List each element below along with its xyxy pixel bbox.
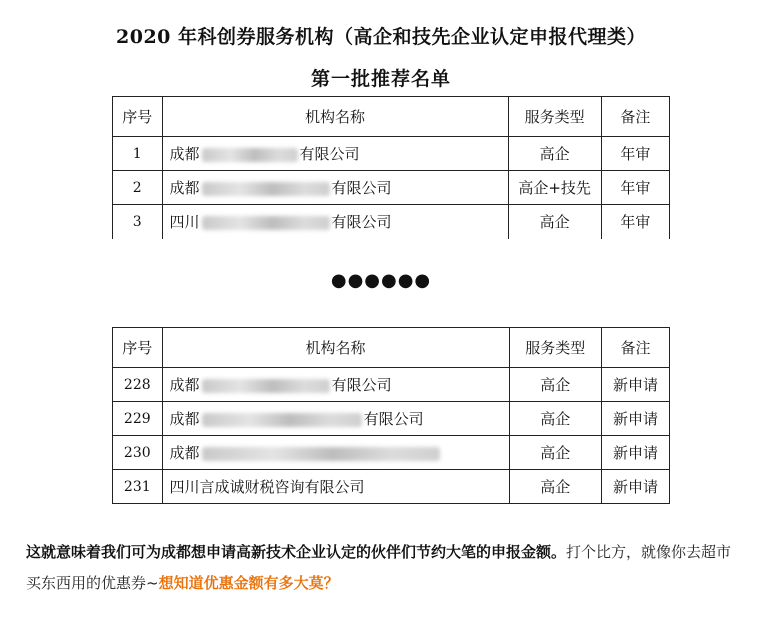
table-row: [113, 470, 670, 504]
header-serial: 序号: [113, 328, 163, 368]
paragraph-bold-text: 这就意味着我们可为成都想申请高新技术企业认定的伙伴们节约大笔的申报金额。: [26, 543, 567, 561]
table-row: [113, 402, 670, 436]
table-header-row: [113, 97, 670, 137]
org-name-prefix: 成都: [169, 145, 200, 163]
row-org-name: [162, 470, 509, 504]
header-service-type: 服务类型: [509, 328, 601, 368]
row-note: 新申请: [602, 470, 670, 504]
row-serial: 229: [113, 402, 163, 436]
org-name-suffix: 有限公司: [363, 410, 424, 428]
table-row: [113, 137, 670, 171]
row-org-name: [162, 402, 509, 436]
redacted-blur: [202, 148, 298, 162]
document-subtitle: 第一批推荐名单: [310, 68, 451, 90]
row-service-type: 高企: [509, 470, 601, 504]
org-name-suffix: 有限公司: [299, 145, 360, 163]
row-org-name: [162, 368, 509, 402]
table-row: [113, 205, 670, 239]
paragraph-highlight-link[interactable]: 想知道优惠金额有多大莫？: [158, 574, 339, 592]
table-row: [113, 436, 670, 470]
org-name-prefix: 成都: [169, 410, 200, 428]
ellipsis-dots: ●●●●●●: [330, 270, 432, 291]
row-serial: 1: [113, 137, 163, 171]
row-serial: 231: [113, 470, 163, 504]
row-org-name: [162, 436, 509, 470]
org-name-prefix: 四川: [169, 213, 200, 232]
redacted-blur: [202, 379, 330, 393]
org-name-suffix: 有限公司: [331, 376, 392, 394]
org-name-prefix: 成都: [169, 179, 200, 197]
org-name-suffix: 有限公司: [331, 179, 392, 197]
summary-paragraph: [26, 537, 746, 599]
table-row: [113, 368, 670, 402]
row-note: 新申请: [602, 402, 670, 436]
org-name-prefix: 成都: [169, 376, 200, 394]
recommend-list-table-top: [112, 96, 670, 239]
org-name-suffix: 有限公司: [331, 213, 392, 232]
header-note: 备注: [602, 328, 670, 368]
row-org-name: [162, 171, 508, 205]
row-serial: 228: [113, 368, 163, 402]
row-org-name: [162, 205, 508, 239]
row-service-type: 高企: [508, 205, 601, 239]
redacted-blur: [202, 182, 330, 196]
row-service-type: 高企+技先: [508, 171, 601, 205]
row-serial: 230: [113, 436, 163, 470]
header-service-type: 服务类型: [508, 97, 601, 137]
table-row: [113, 171, 670, 205]
header-note: 备注: [601, 97, 669, 137]
header-name: 机构名称: [162, 97, 508, 137]
org-name-prefix: 成都: [169, 444, 200, 462]
recommend-list-table-bottom: [112, 327, 670, 504]
row-note: 年审: [601, 205, 669, 239]
header-serial: 序号: [113, 97, 163, 137]
row-note: 年审: [601, 137, 669, 171]
row-service-type: 高企: [509, 402, 601, 436]
row-org-name: [162, 137, 508, 171]
row-serial: 3: [113, 205, 163, 239]
row-service-type: 高企: [509, 368, 601, 402]
row-serial: 2: [113, 171, 163, 205]
redacted-blur: [202, 447, 440, 461]
document-title: 2020 年科创券服务机构（高企和技先企业认定申报代理类）: [116, 26, 646, 48]
row-note: 新申请: [602, 436, 670, 470]
redacted-blur: [202, 413, 362, 427]
redacted-blur: [202, 216, 330, 230]
row-note: 新申请: [602, 368, 670, 402]
row-service-type: 高企: [508, 137, 601, 171]
row-service-type: 高企: [509, 436, 601, 470]
header-name: 机构名称: [162, 328, 509, 368]
org-name-prefix: 四川言成诚财税咨询有限公司: [169, 478, 365, 496]
row-note: 年审: [601, 171, 669, 205]
table-header-row: [113, 328, 670, 368]
paragraph-normal-text: 打个比方，就像你去超市买东西用的优惠券~: [26, 543, 732, 592]
